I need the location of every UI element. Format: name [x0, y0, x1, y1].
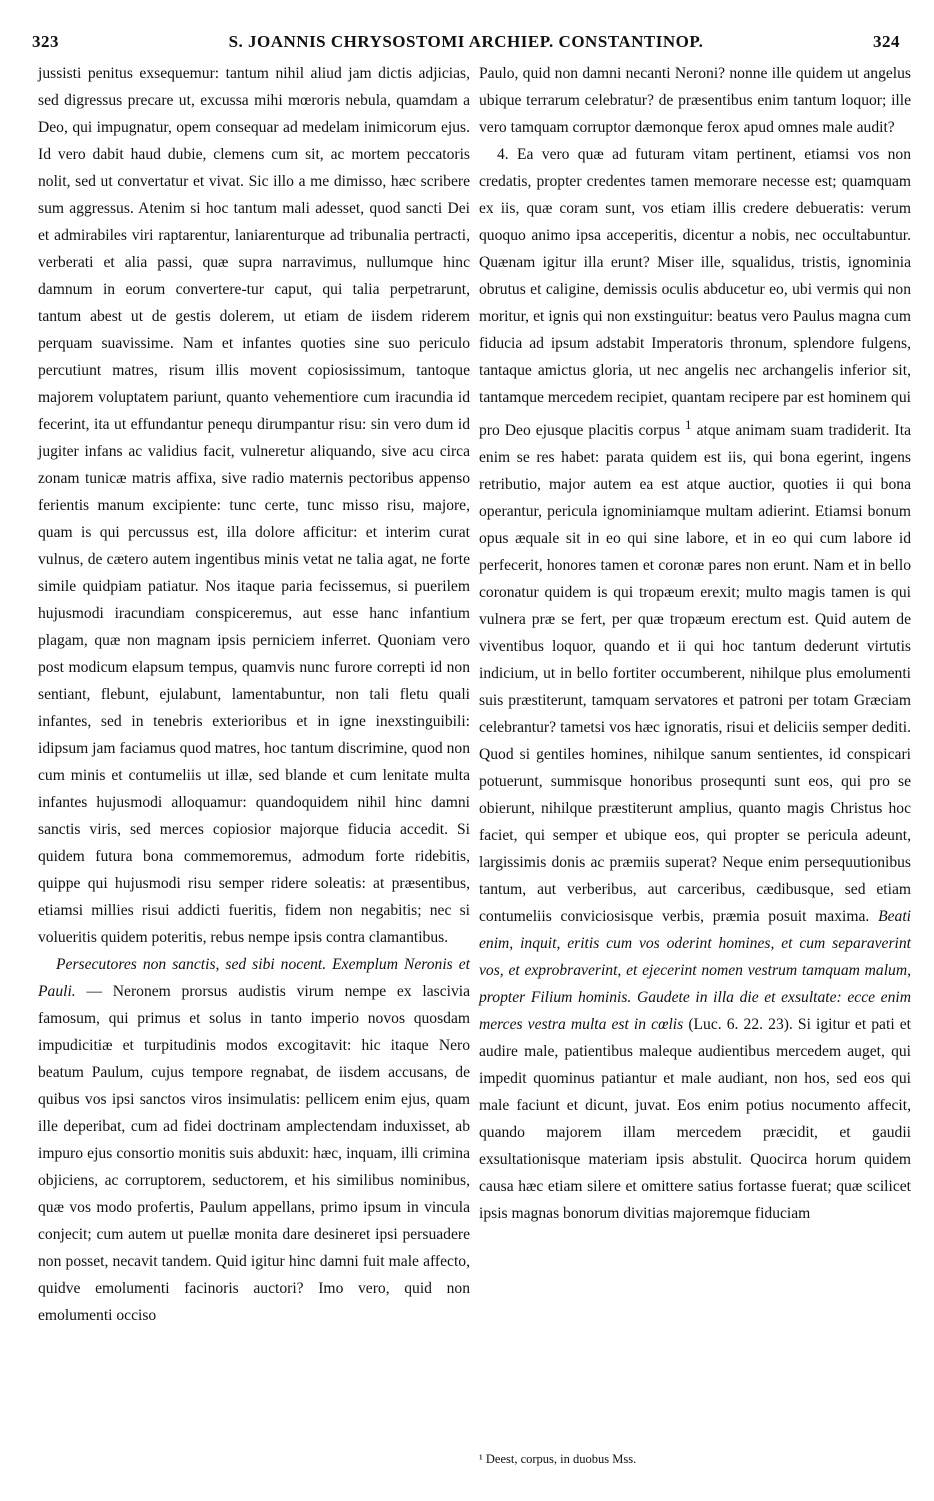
left-paragraph-2: [38, 951, 470, 1329]
page-number-right: 324: [873, 32, 900, 51]
right-paragraph-2: [479, 141, 911, 1227]
right-paragraph-2a: 4. Ea vero quæ ad futuram vitam pertinent, etiamsi vos non credatis, propter credentes tamen memorare necesse est; quamquam ex iis, quæ coram sunt, vos etiam illis credere debueratis: verum quoquo animo ipsa acceperitis, dicentur a nobis, nec occultabuntur. Quænam igitur illa erunt? Miser ille, squalidus, tristis, ignominia obrutus et caligine, demissis oculis abducetur eo, ubi vermis qui non moritur, et ignis qui non exstinguitur: beatus vero Paulus magna cum fiducia ad ipsum adstabit Imperatoris thronum, splendore fulgens, tantaque amictus gloria, ut nec angelis nec archangelis inferior sit, tantamque mercedem recipiet, quantam recipere par est hominem qui pro Deo ejusque placitis corpus: [479, 146, 911, 440]
footnote: ¹ Deest, corpus, in duobus Mss.: [479, 1452, 637, 1466]
right-paragraph-1: Paulo, quid non damni necanti Neroni? nonne ille quidem ut angelus ubique terrarum celebratur? de præsentibus enim tantum loquor; ille vero tamquam corruptor dæmonque ferox apud omnes male audit?: [479, 65, 911, 136]
page-number-left: 323: [32, 32, 59, 51]
left-column: [38, 60, 470, 1329]
section-heading: Persecutores non sanctis, sed sibi nocent. Exemplum Neronis et Pauli.: [38, 956, 470, 1000]
left-paragraph-1: jussisti penitus exsequemur: tantum nihil aliud jam dictis adjicias, sed digressus precare ut, excussa mihi mœroris nebula, quamdam a Deo, qui impugnatur, opem consequar ad medelam inimicorum ejus. Id vero dabit haud dubie, clemens cum sit, ac mortem peccatoris nolit, sed ut convertatur et vivat. Sic illo a me dimisso, hæc scribere sum aggressus. Atenim si hoc tantum mali adesset, quod sancti Dei et admirabiles viri raptarentur, laniarenturque ad tribunalia pertracti, verberati et alia passi, quæ supra narravimus, nullumque hinc damnum in eorum convertere-tur caput, qui talia perpetrarunt, tantum abest ut de gestis dolerem, ut etiam de iisdem riderem perquam suavissime. Nam et infantes quoties sine suo periculo percutiunt matres, risum illis movent copiosissimum, tantoque majorem voluptatem pariunt, quanto vehementiore cum iracundia id fecerint, ita ut effundantur penequ dirumpantur risu: sin vero dum id jugiter infans ac validius facit, vulneretur aliquando, sive acu circa zonam tunicæ matris affixa, sive radio maternis pectoribus appenso ferientis manum excipiente: tunc certe, tunc misso risu, majore, quam is qui percussus est, illa dolore afficitur: et interim curat vulnus, de cætero autem ingentibus minis vetat ne talia agat, ne forte simile quidpiam patiatur. Nos itaque paria fecissemus, si puerilem hujusmodi iracundiam conspiceremus, aut esse hanc infantium plagam, quæ non magnam ipsis perniciem inferret. Quoniam vero post modicum elapsum tempus, quamvis nunc furore correpti id non sentiant, flebunt, ejulabunt, lamentabuntur, non tali fletu quali infantes, sed in tenebris exterioribus et in igne inexstinguibili: idipsum jam faciamus quod matres, hoc tantum discrimine, quod non cum minis et contumeliis ut illæ, sed blande et cum lenitate multa infantes hujusmodi alloquamur: quandoquidem nihil hinc damni sanctis viris, sed merces copiosior majorque fiducia accedit. Si quidem futura bona commemoremus, admodum forte ridebitis, quippe qui hujusmodi risu semper ridere soleatis: at præsentibus, etiamsi millies risui addicti fueritis, fidem non negabitis; nec si volueritis quidem poteritis, rebus nempe ipsis contra clamantibus.: [38, 65, 470, 946]
scripture-quote: eritis cum vos oderint homines, et cum separaverint vos, et exprobraverint, et ejecerint nomen vestrum tamquam malum, propter Filium hominis. Gaudete in illa die et exsultate: ecce enim merces vestra multa est in cœlis: [479, 935, 911, 1034]
footnote-ref: 1: [685, 417, 692, 432]
right-paragraph-2c: Beati enim, inquit,: [479, 908, 911, 953]
running-title: S. JOANNIS CHRYSOSTOMI ARCHIEP. CONSTANTINOP.: [228, 32, 704, 51]
right-column: [479, 60, 911, 1227]
left-paragraph-2-text: — Neronem prorsus audistis virum nempe ex lascivia famosum, qui primus et solus in tanto imperio novos quosdam impudicitiæ et turpitudinis modos excogitavit: hic itaque Nero beatum Paulum, cujus tempore regnabat, de iisdem accusans, de quibus vos ipsi sanctos viros insimulatis: pellicem enim ejus, quam ille deperibat, cum ad fidei doctrinam amplectendam induxisset, ab impuro ejus consortio monitis suis abduxit: hæc, inquam, illi crimina objiciens, ac corruptorem, seductorem, et his similibus nominibus, quæ vos modo profertis, Paulum appellans, primo ipsum in vincula conjecit; cum autem ut puellæ monita dare desineret ipsi persuadere non posset, necavit tandem. Quid igitur hinc damni fuit male affecto, quidve emolumenti facinoris auctori? Imo vero, quid non emolumenti occiso: [38, 983, 470, 1324]
right-paragraph-2e: (Luc. 6. 22. 23). Si igitur et pati et audire male, patientibus maleque audientibus mercedem auget, qui impedit quominus patiantur et male audiant, non hos, sed eos qui male faciunt et dicunt, juvat. Eos enim potius nocumento affecit, quando majorem illam mercedem præcidit, et gaudii exsultationisque materiam ipsis abstulit. Quocirca horum quidem causa hæc etiam silere et omittere satius fortasse fuerat; quæ scilicet ipsis magnas bonorum divitias majoremque fiduciam: [479, 1016, 912, 1223]
running-header: [32, 32, 900, 56]
right-paragraph-2b: atque animam suam tradiderit. Ita enim se res habet: parata quidem est iis, qui bona egerint, ingens retributio, major autem ea est atque auctior, quoties ii qui bona operantur, pericula ignominiamque multam adierint. Etiamsi bonum opus æquale sit in eo qui sine labore, et in eo qui cum labore id perfecerit, honores tamen et coronæ pares non erunt. Nam et in bello coronatur quidem is qui tropæum erexit; multo magis tamen is qui vulnera præ se fert, per quæ tropæum erectum est. Quid autem de viventibus loquor, quando et ii qui hoc tantum dederunt virtutis indicium, ut in bello fortiter occumberent, nihilque plus emolumenti suis præstiterunt, tamquam servatores et patroni per totam Græciam celebrantur? tametsi vos hæc ignoratis, risui et deliciis semper dediti. Quod si gentiles homines, nihilque sanum sentientes, id conspicari potuerunt, summisque honoribus prosequnti sunt eos, qui pro se obierunt, nihilque præstiterunt amplius, quanto magis Christus hoc faciet, qui semper et ubique eos, qui propter se pericula adeunt, largissimis donis ac præmiis superat? Neque enim persequutionibus tantum, aut verberibus, aut carceribus, cædibusque, sed etiam contumeliis conviciosisque verbis, præmia posuit maxima.: [479, 422, 911, 926]
